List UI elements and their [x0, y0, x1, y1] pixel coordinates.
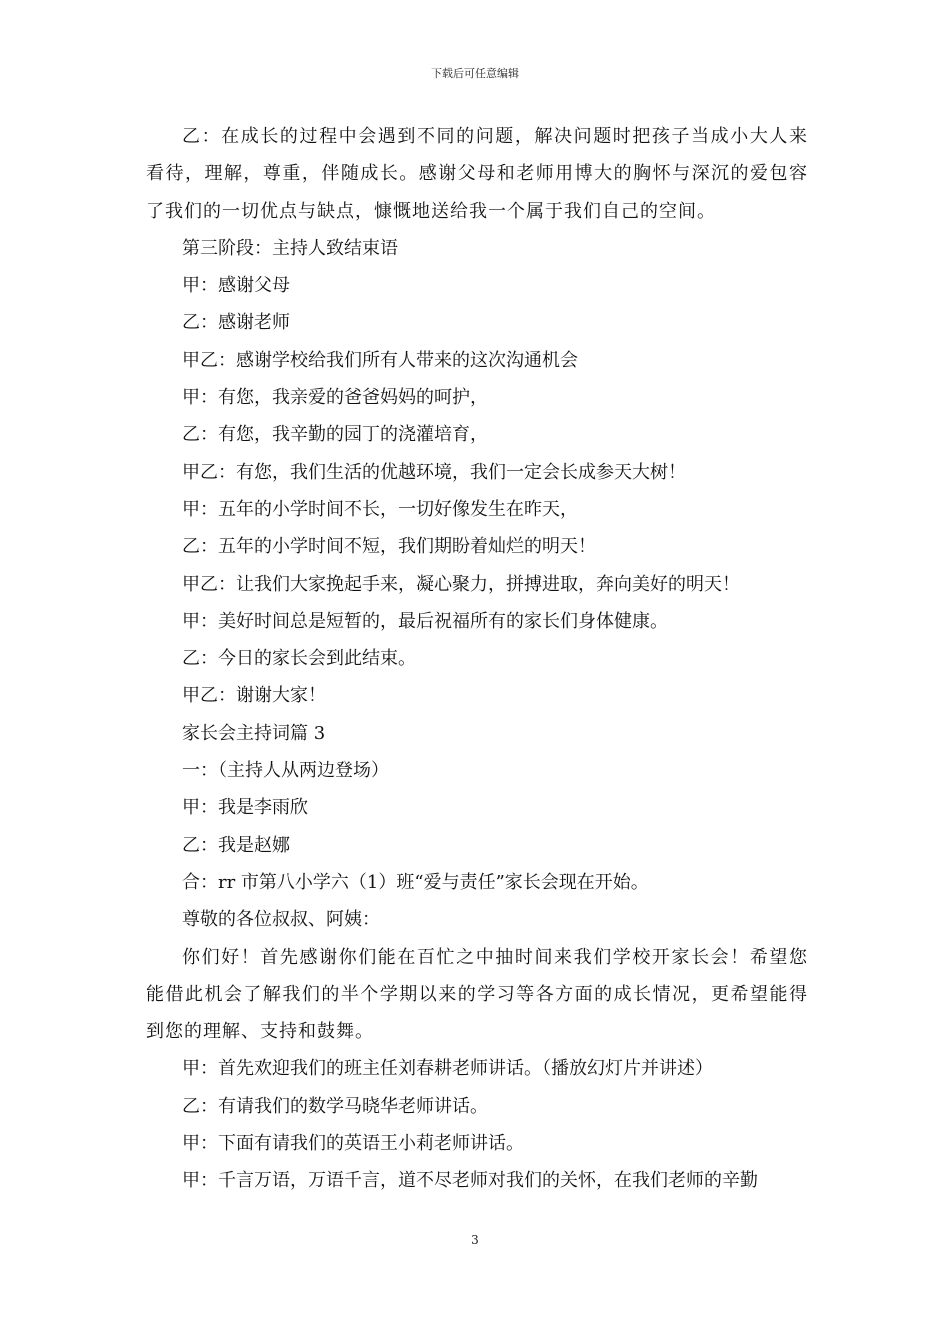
page-header: 下载后可任意编辑 — [431, 67, 519, 80]
paragraph: 甲：五年的小学时间不长，一切好像发生在昨天， — [182, 498, 578, 520]
paragraph: 甲：下面有请我们的英语王小莉老师讲话。 — [182, 1133, 524, 1155]
paragraph: 甲乙：有您，我们生活的优越环境，我们一定会长成参天大树！ — [182, 461, 686, 483]
paragraph: 乙：在成长的过程中会遇到不同的问题，解决问题时把孩子当成小大人来看待，理解，尊重，伴随成长。感谢父母和老师用博大的胸怀与深沉的爱包容了我们的一切优点与缺点，慷慨地送给我一个属于我们自己的空间。 — [146, 126, 808, 222]
paragraph: 乙：我是赵娜 — [182, 834, 290, 856]
document-body — [146, 118, 808, 1200]
paragraph: 你们好！首先感谢你们能在百忙之中抽时间来我们学校开家长会！希望您能借此机会了解我们的半个学期以来的学习等各方面的成长情况，更希望能得到您的理解、支持和鼓舞。 — [146, 946, 808, 1043]
paragraph: 一：（主持人从两边登场） — [182, 760, 389, 782]
section-title: 家长会主持词篇 3 — [182, 722, 326, 744]
paragraph: 合：rr 市第八小学六（1）班“爱与责任”家长会现在开始。 — [182, 871, 649, 893]
paragraph: 甲：我是李雨欣 — [182, 797, 308, 819]
paragraph: 乙：有请我们的数学马晓华老师讲话。 — [182, 1095, 488, 1117]
paragraph: 甲：美好时间总是短暂的，最后祝福所有的家长们身体健康。 — [182, 610, 668, 632]
paragraph: 乙：今日的家长会到此结束。 — [182, 648, 416, 670]
paragraph: 第三阶段：主持人致结束语 — [182, 237, 398, 259]
paragraph: 乙：感谢老师 — [182, 312, 290, 334]
paragraph: 甲乙：感谢学校给我们所有人带来的这次沟通机会 — [182, 349, 578, 371]
paragraph: 甲：感谢父母 — [182, 275, 290, 297]
paragraph: 乙：五年的小学时间不短，我们期盼着灿烂的明天！ — [182, 536, 596, 558]
paragraph: 甲乙：谢谢大家！ — [182, 685, 326, 707]
paragraph: 甲：有您，我亲爱的爸爸妈妈的呵护， — [182, 387, 488, 409]
paragraph: 乙：有您，我辛勤的园丁的浇灌培育， — [182, 424, 488, 446]
paragraph: 甲乙：让我们大家挽起手来，凝心聚力，拼搏进取，奔向美好的明天！ — [182, 573, 740, 595]
paragraph: 甲：首先欢迎我们的班主任刘春耕老师讲话。（播放幻灯片并讲述） — [182, 1058, 713, 1080]
paragraph: 甲：千言万语，万语千言，道不尽老师对我们的关怀，在我们老师的辛勤 — [182, 1170, 758, 1192]
page-number: 3 — [471, 1233, 479, 1247]
paragraph: 尊敬的各位叔叔、阿姨： — [182, 909, 380, 931]
